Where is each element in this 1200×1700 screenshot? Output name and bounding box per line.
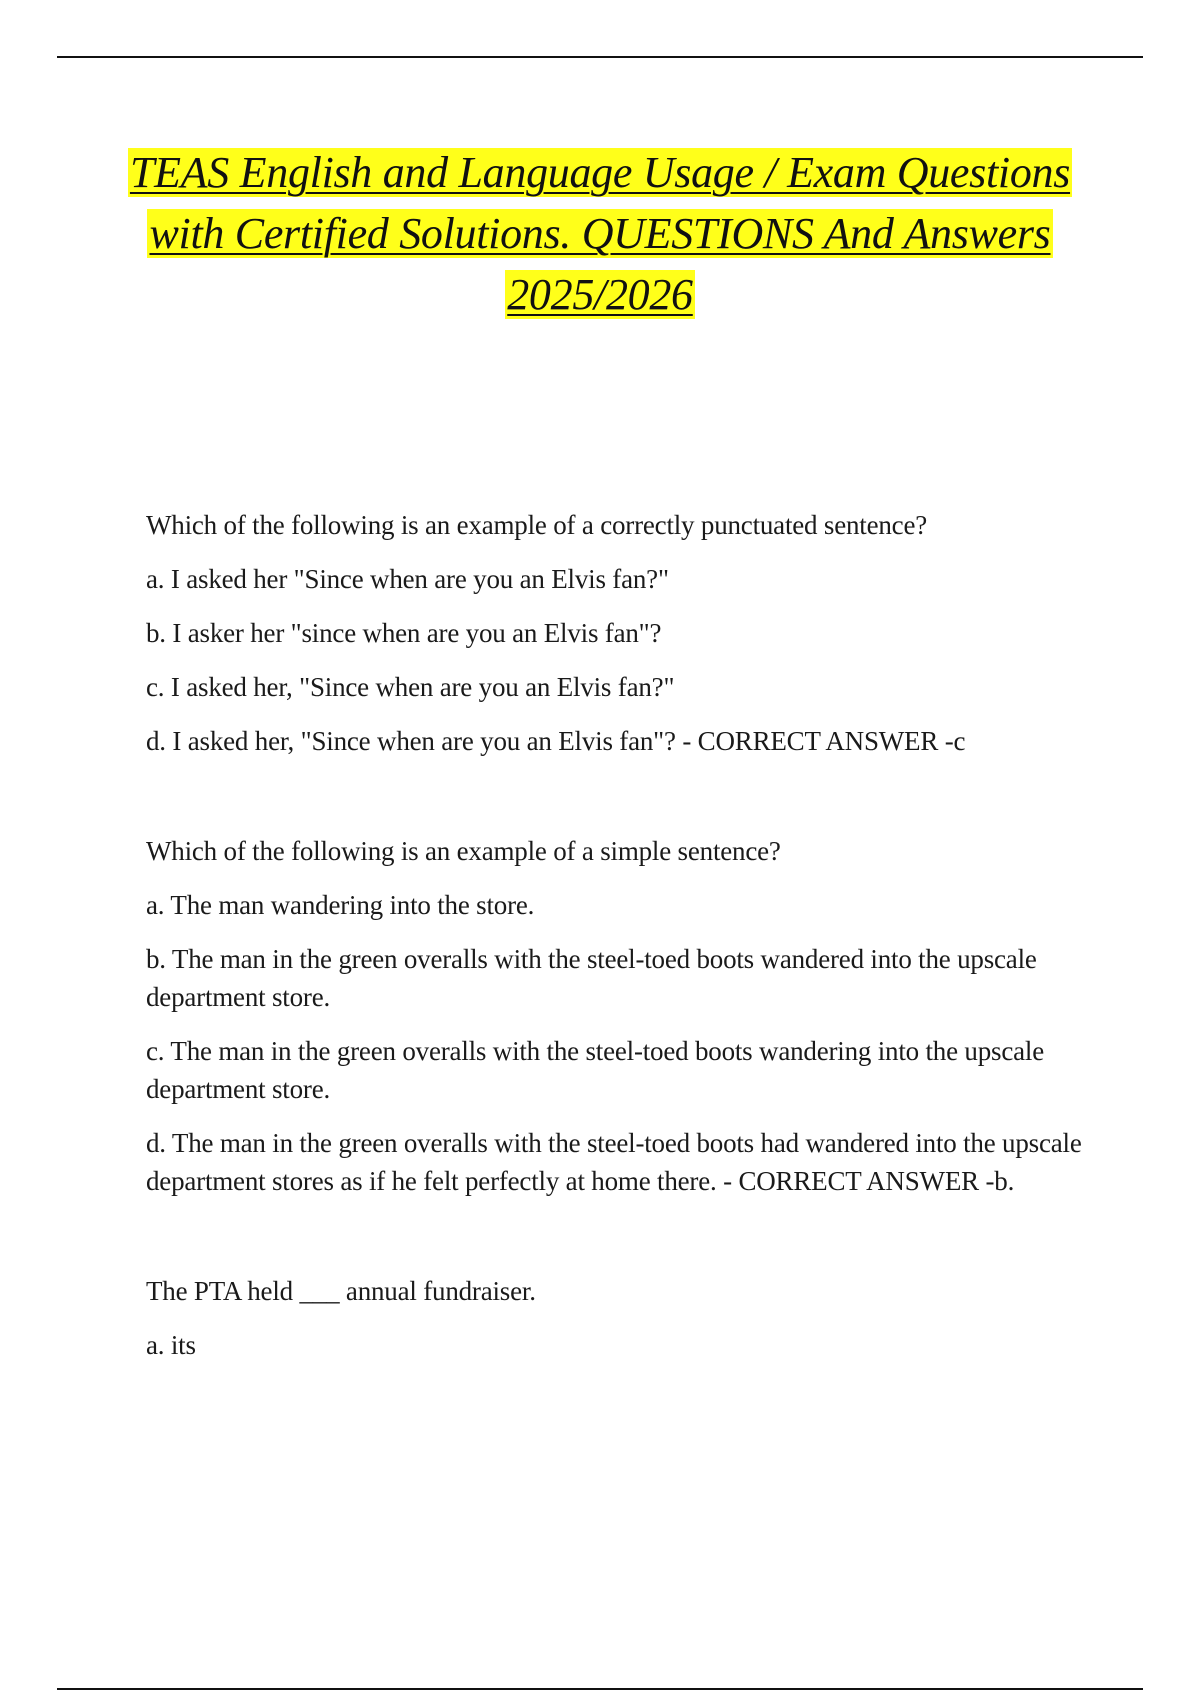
question-1: [146, 506, 1086, 760]
questions-list: [146, 506, 1086, 1380]
question-3-option-a: a. its: [146, 1330, 196, 1360]
document-title: [100, 142, 1100, 325]
question-2-option-d: d. The man in the green overalls with the steel-toed boots had wandered into the upscale department stores as if he felt perfectly at home there. - CORRECT ANSWER -b.: [146, 1128, 1082, 1196]
question-1-option-c: c. I asked her, "Since when are you an Elvis fan?": [146, 672, 675, 702]
question-2: [146, 832, 1086, 1200]
question-1-option-d: d. I asked her, "Since when are you an Elvis fan"? - CORRECT ANSWER -c: [146, 726, 966, 756]
question-3-text: The PTA held ___ annual fundraiser.: [146, 1276, 536, 1306]
question-2-option-b: b. The man in the green overalls with the steel-toed boots wandered into the upscale department store.: [146, 944, 1037, 1012]
question-2-text: Which of the following is an example of a simple sentence?: [146, 836, 781, 866]
question-3: [146, 1272, 1086, 1364]
title-highlight: TEAS English and Language Usage / Exam Questions with Certified Solutions. QUESTIONS And Answers 2025/2026: [129, 148, 1071, 319]
question-1-option-a: a. I asked her "Since when are you an Elvis fan?": [146, 564, 669, 594]
bottom-rule: [57, 1688, 1143, 1690]
question-1-option-b: b. I asker her "since when are you an Elvis fan"?: [146, 618, 662, 648]
question-2-option-c: c. The man in the green overalls with the steel-toed boots wandering into the upscale department store.: [146, 1036, 1044, 1104]
question-1-text: Which of the following is an example of a correctly punctuated sentence?: [146, 510, 928, 540]
question-2-option-a: a. The man wandering into the store.: [146, 890, 535, 920]
top-rule: [57, 56, 1143, 58]
